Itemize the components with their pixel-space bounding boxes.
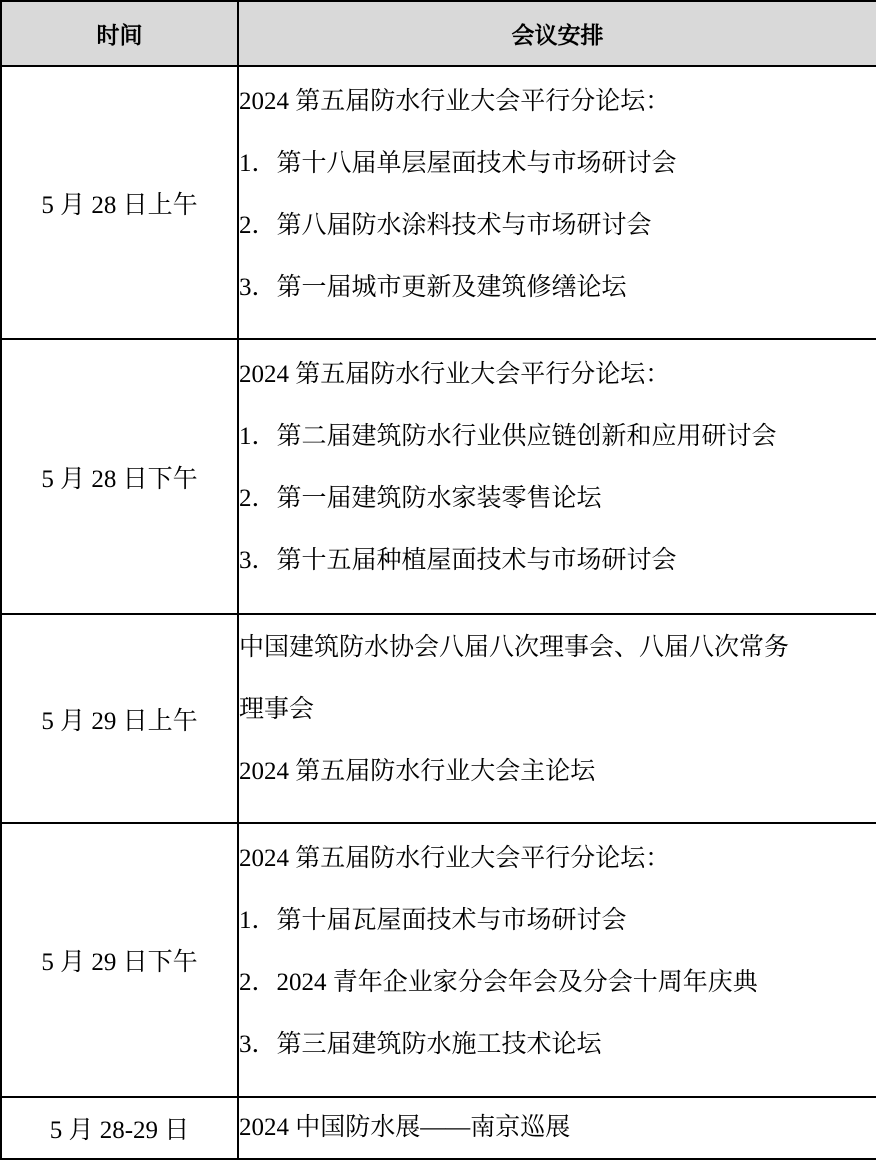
agenda-cell <box>238 614 876 823</box>
agenda-line: 中国建筑防水协会八届八次理事会、八届八次常务 <box>239 634 790 661</box>
agenda-line: 2024 第五届防水行业大会主论坛 <box>239 758 596 785</box>
agenda-cell <box>238 1097 876 1159</box>
agenda-line: 2024 第五届防水行业大会平行分论坛： <box>239 361 671 388</box>
agenda-line: 2024 第五届防水行业大会平行分论坛： <box>239 845 671 872</box>
table-row <box>1 339 876 614</box>
column-header-time: 时间 <box>1 1 238 66</box>
time-cell: 5 月 28 日上午 <box>1 66 238 339</box>
table-row <box>1 66 876 339</box>
agenda-line: 1．第十届瓦屋面技术与市场研讨会 <box>239 907 627 934</box>
agenda-cell <box>238 823 876 1097</box>
table-row <box>1 614 876 823</box>
time-cell: 5 月 28-29 日 <box>1 1097 238 1159</box>
table-row <box>1 823 876 1097</box>
agenda-line: 3．第一届城市更新及建筑修缮论坛 <box>239 274 627 301</box>
column-header-agenda: 会议安排 <box>238 1 876 66</box>
agenda-line: 2024 第五届防水行业大会平行分论坛： <box>239 88 671 115</box>
agenda-line: 2．2024 青年企业家分会年会及分会十周年庆典 <box>239 969 758 996</box>
table-header-row <box>1 1 876 66</box>
agenda-line: 1．第十八届单层屋面技术与市场研讨会 <box>239 150 677 177</box>
time-cell: 5 月 29 日下午 <box>1 823 238 1097</box>
agenda-line: 2024 中国防水展——南京巡展 <box>239 1114 571 1141</box>
agenda-cell <box>238 339 876 614</box>
table-row <box>1 1097 876 1159</box>
agenda-cell <box>238 66 876 339</box>
agenda-line: 理事会 <box>239 696 315 723</box>
agenda-line: 1．第二届建筑防水行业供应链创新和应用研讨会 <box>239 423 777 450</box>
agenda-line: 3．第三届建筑防水施工技术论坛 <box>239 1031 602 1058</box>
agenda-line: 3．第十五届种植屋面技术与市场研讨会 <box>239 547 677 574</box>
time-cell: 5 月 29 日上午 <box>1 614 238 823</box>
time-cell: 5 月 28 日下午 <box>1 339 238 614</box>
agenda-line: 2．第八届防水涂料技术与市场研讨会 <box>239 212 652 239</box>
agenda-line: 2．第一届建筑防水家装零售论坛 <box>239 485 602 512</box>
